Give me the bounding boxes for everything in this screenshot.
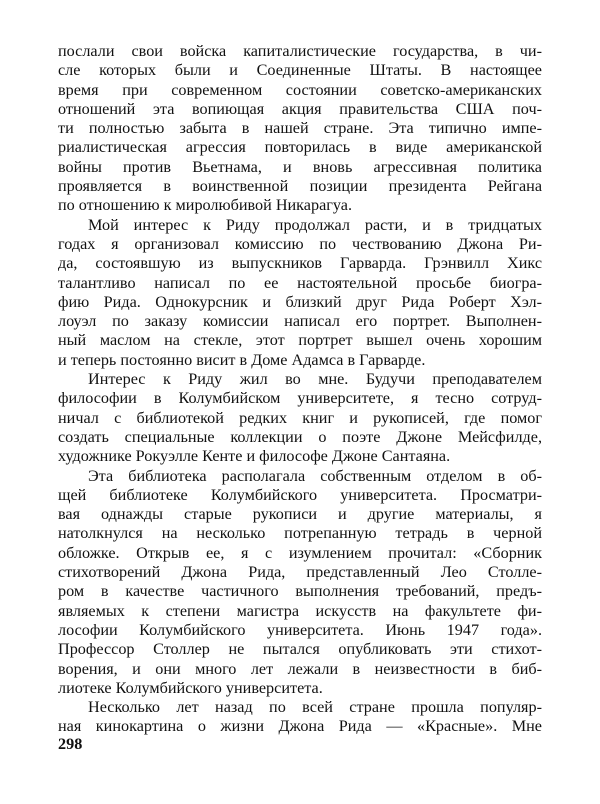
text-line: создать специальные коллекции о поэте Джоне Мейсфилде, <box>58 427 542 446</box>
text-line: годах я организовал комиссию по чествованию Джона Ри- <box>58 234 542 253</box>
page-number: 298 <box>58 735 83 753</box>
text-line: ничал с библиотекой редких книг и рукописей, где помог <box>58 408 542 427</box>
text-line: Профессор Столлер не пытался опубликовать эти стихот- <box>58 640 542 659</box>
paragraph-4 <box>58 467 542 699</box>
text-line: лиотеке Колумбийского университета. <box>58 678 323 697</box>
text-line: Эта библиотека располагала собственным отделом в об- <box>88 466 542 485</box>
text-line: Интерес к Риду жил во мне. Будучи преподавателем <box>88 370 542 389</box>
text-line: фию Рида. Однокурсник и близкий друг Рида Роберт Хэл- <box>58 292 542 311</box>
text-line: художнике Рокуэлле Кенте и философе Джоне Сантаяна. <box>58 447 451 466</box>
text-line: обложке. Открыв ее, я с изумлением прочитал: «Сборник <box>58 543 542 562</box>
text-line: и теперь постоянно висит в Доме Адамса в Гарварде. <box>58 350 426 369</box>
text-line: Мой интерес к Риду продолжал расти, и в тридцатых <box>88 215 542 234</box>
text-line: Несколько лет назад по всей стране прошла популяр- <box>88 698 542 717</box>
text-line: лоуэл по заказу комиссии написал его портрет. Выполнен- <box>58 312 542 331</box>
text-line: сле которых были и Соединенные Штаты. В настоящее <box>58 61 542 80</box>
text-line: ти полностью забыта в нашей стране. Эта типично импе- <box>58 119 542 138</box>
text-line: отношений эта вопиющая акция правительства США поч- <box>58 99 542 118</box>
paragraph-2 <box>58 216 542 370</box>
paragraph-5 <box>58 698 542 737</box>
text-line: ная кинокартина о жизни Джона Рида — «Красные». Мне <box>58 717 542 736</box>
text-line: щей библиотеке Колумбийского университета. Просматри- <box>58 485 542 504</box>
text-line: вая однажды старые рукописи и другие материалы, я <box>58 505 542 524</box>
text-line: ворения, и они много лет лежали в неизвестности в биб- <box>58 659 542 678</box>
text-line: талантливо написал по ее настоятельной просьбе биогра- <box>58 273 542 292</box>
paragraph-3 <box>58 370 542 466</box>
text-line: ром в качестве частичного выполнения требований, предъ- <box>58 582 542 601</box>
text-line: риалистическая агрессия повторилась в виде американской <box>58 138 542 157</box>
text-line: послали свои войска капиталистические государства, в чи- <box>58 42 542 60</box>
text-line: философии в Колумбийском университете, я тесно сотруд- <box>58 389 542 408</box>
paragraph-1 <box>58 42 542 216</box>
text-line: ный маслом на стекле, этот портрет вышел очень хорошим <box>58 331 542 350</box>
text-line: проявляется в воинственной позиции президента Рейгана <box>58 177 542 196</box>
text-line: натолкнулся на несколько потрепанную тетрадь в черной <box>58 524 542 543</box>
text-line: по отношению к миролюбивой Никарагуа. <box>58 196 353 215</box>
text-line: да, состоявшую из выпускников Гарварда. Грэнвилл Хикс <box>58 254 542 273</box>
text-line: являемых к степени магистра искусств на факультете фи- <box>58 601 542 620</box>
text-line: время при современном состоянии советско-американских <box>58 80 542 99</box>
text-line: стихотворений Джона Рида, представленный Лео Столле- <box>58 563 542 582</box>
text-line: войны против Вьетнама, и вновь агрессивная политика <box>58 157 542 176</box>
body-text <box>58 42 542 737</box>
text-line: лософии Колумбийского университета. Июнь 1947 года». <box>58 620 542 639</box>
